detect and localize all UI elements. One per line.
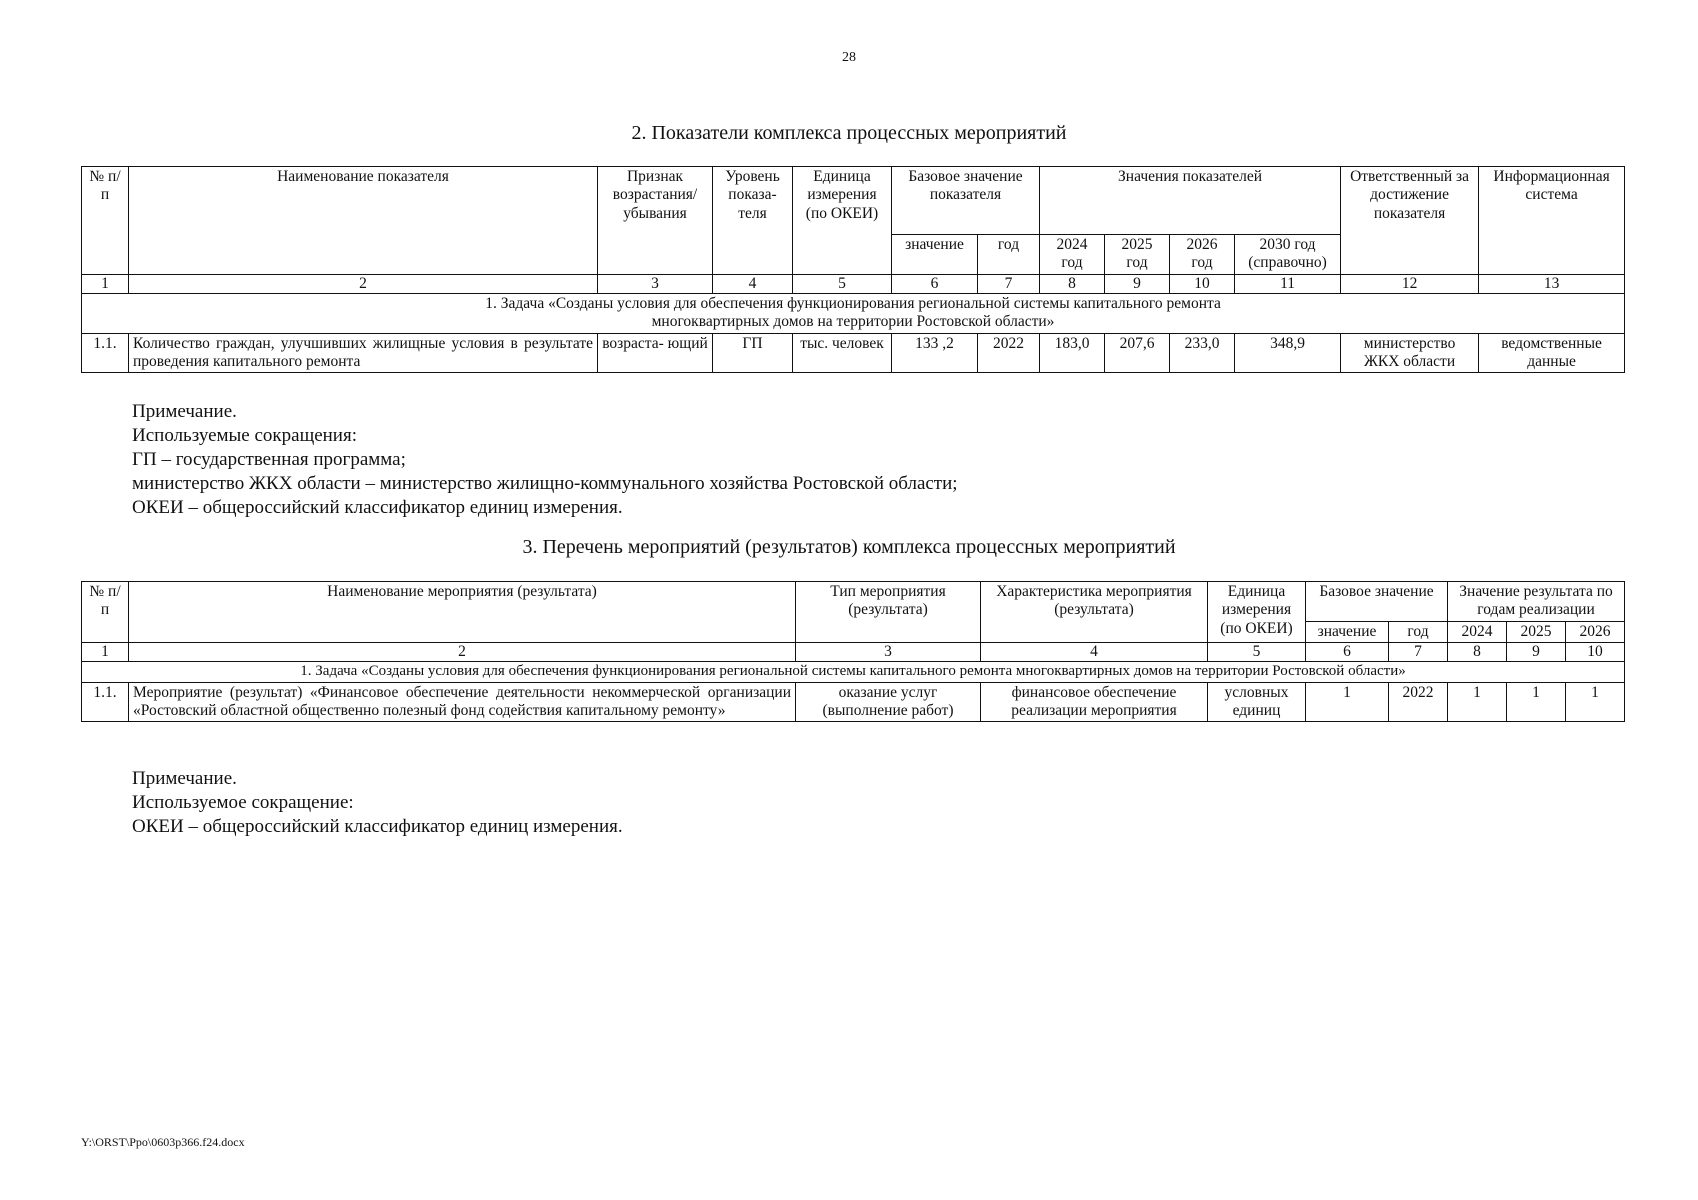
section-3-notes <box>132 767 623 839</box>
header-year-2024: 2024 год <box>1040 235 1105 275</box>
column-number-row <box>82 275 1625 294</box>
header-unit: Единица измерения (по ОКЕИ) <box>1208 582 1306 643</box>
row-base-value: 1 <box>1306 682 1389 722</box>
col-number: 7 <box>1389 642 1448 661</box>
row-name: Мероприятие (результат) «Финансовое обеспечение деятельности некоммерческой организации «Ростовский областной общественно полезный фонд содействия капитальному ремонту» <box>129 682 796 722</box>
header-result: Значение результата по годам реализации <box>1448 582 1625 622</box>
row-value-2026: 1 <box>1566 682 1625 722</box>
header-base: Базовое значение <box>1306 582 1448 622</box>
row-value-2025: 207,6 <box>1105 333 1170 373</box>
task-row: 1. Задача «Созданы условия для обеспечения функционирования региональной системы капитального ремонта многоквартирных домов на территории Ростовской области» <box>82 661 1625 682</box>
col-number: 4 <box>981 642 1208 661</box>
row-value-2024: 183,0 <box>1040 333 1105 373</box>
note-line: Примечание. <box>132 768 237 789</box>
note-line: Используемые сокращения: <box>132 425 357 446</box>
header-base-value: значение <box>892 235 978 275</box>
row-num: 1.1. <box>82 333 129 373</box>
page-number: 28 <box>842 50 856 65</box>
header-base: Базовое значение показателя <box>892 167 1040 235</box>
col-number: 13 <box>1479 275 1625 294</box>
header-base-year: год <box>978 235 1040 275</box>
header-year-2026: 2026 год <box>1170 235 1235 275</box>
note-line: ОКЕИ – общероссийский классификатор единиц измерения. <box>132 497 623 518</box>
col-number: 6 <box>1306 642 1389 661</box>
col-number: 8 <box>1448 642 1507 661</box>
row-characteristic: финансовое обеспечение реализации мероприятия <box>981 682 1208 722</box>
row-base-year: 2022 <box>978 333 1040 373</box>
header-name: Наименование мероприятия (результата) <box>129 582 796 643</box>
col-number: 12 <box>1341 275 1479 294</box>
header-level: Уровень показа- теля <box>713 167 793 275</box>
column-number-row <box>82 642 1625 661</box>
header-year-2025: 2025 год <box>1105 235 1170 275</box>
col-number: 11 <box>1235 275 1341 294</box>
header-base-value: значение <box>1306 621 1389 642</box>
col-number: 9 <box>1507 642 1566 661</box>
col-number: 3 <box>598 275 713 294</box>
col-number: 5 <box>1208 642 1306 661</box>
header-year-2030: 2030 год (справочно) <box>1235 235 1341 275</box>
header-num: № п/п <box>82 167 129 275</box>
row-name: Количество граждан, улучшивших жилищные условия в результате проведения капитального ремонта <box>129 333 598 373</box>
row-base-year: 2022 <box>1389 682 1448 722</box>
row-level: ГП <box>713 333 793 373</box>
row-value-2026: 233,0 <box>1170 333 1235 373</box>
header-type: Тип мероприятия (результата) <box>796 582 981 643</box>
row-type: оказание услуг (выполнение работ) <box>796 682 981 722</box>
header-responsible: Ответственный за достижение показателя <box>1341 167 1479 275</box>
task-row: 1. Задача «Созданы условия для обеспечения функционирования региональной системы капитального ремонта многоквартирных домов на территории Ростовской области» <box>82 294 1625 334</box>
header-values: Значения показателей <box>1040 167 1341 235</box>
col-number: 10 <box>1566 642 1625 661</box>
row-infosys: ведомственные данные <box>1479 333 1625 373</box>
row-value-2030: 348,9 <box>1235 333 1341 373</box>
col-number: 1 <box>82 275 129 294</box>
note-line: министерство ЖКХ области – министерство жилищно-коммунального хозяйства Ростовской области; <box>132 473 958 494</box>
col-number: 5 <box>793 275 892 294</box>
col-number: 6 <box>892 275 978 294</box>
header-sign: Признак возрастания/ убывания <box>598 167 713 275</box>
note-line: Примечание. <box>132 401 237 422</box>
row-value-2025: 1 <box>1507 682 1566 722</box>
header-year-2024: 2024 <box>1448 621 1507 642</box>
header-infosys: Информационная система <box>1479 167 1625 275</box>
col-number: 9 <box>1105 275 1170 294</box>
col-number: 1 <box>82 642 129 661</box>
row-sign: возраста- ющий <box>598 333 713 373</box>
row-unit: тыс. человек <box>793 333 892 373</box>
note-line: Используемое сокращение: <box>132 792 354 813</box>
header-base-year: год <box>1389 621 1448 642</box>
col-number: 7 <box>978 275 1040 294</box>
col-number: 2 <box>129 275 598 294</box>
section-2-notes <box>132 400 958 520</box>
footer-file-path: Y:\ORST\Ppo\0603p366.f24.docx <box>81 1135 245 1149</box>
header-unit: Единица измерения (по ОКЕИ) <box>793 167 892 275</box>
col-number: 8 <box>1040 275 1105 294</box>
col-number: 10 <box>1170 275 1235 294</box>
table-row <box>82 682 1625 722</box>
header-num: № п/п <box>82 582 129 643</box>
section-3-title: 3. Перечень мероприятий (результатов) комплекса процессных мероприятий <box>522 536 1176 558</box>
indicators-table <box>81 166 1625 373</box>
col-number: 4 <box>713 275 793 294</box>
row-unit: условных единиц <box>1208 682 1306 722</box>
table-row <box>82 333 1625 373</box>
header-characteristic: Характеристика мероприятия (результата) <box>981 582 1208 643</box>
row-value-2024: 1 <box>1448 682 1507 722</box>
col-number: 2 <box>129 642 796 661</box>
note-line: ОКЕИ – общероссийский классификатор единиц измерения. <box>132 816 623 837</box>
note-line: ГП – государственная программа; <box>132 449 406 470</box>
row-num: 1.1. <box>82 682 129 722</box>
section-2-title: 2. Показатели комплекса процессных мероприятий <box>631 122 1067 144</box>
row-responsible: министерство ЖКХ области <box>1341 333 1479 373</box>
col-number: 3 <box>796 642 981 661</box>
row-base-value: 133 ,2 <box>892 333 978 373</box>
header-name: Наименование показателя <box>129 167 598 275</box>
header-year-2025: 2025 <box>1507 621 1566 642</box>
header-year-2026: 2026 <box>1566 621 1625 642</box>
activities-table <box>81 581 1625 722</box>
